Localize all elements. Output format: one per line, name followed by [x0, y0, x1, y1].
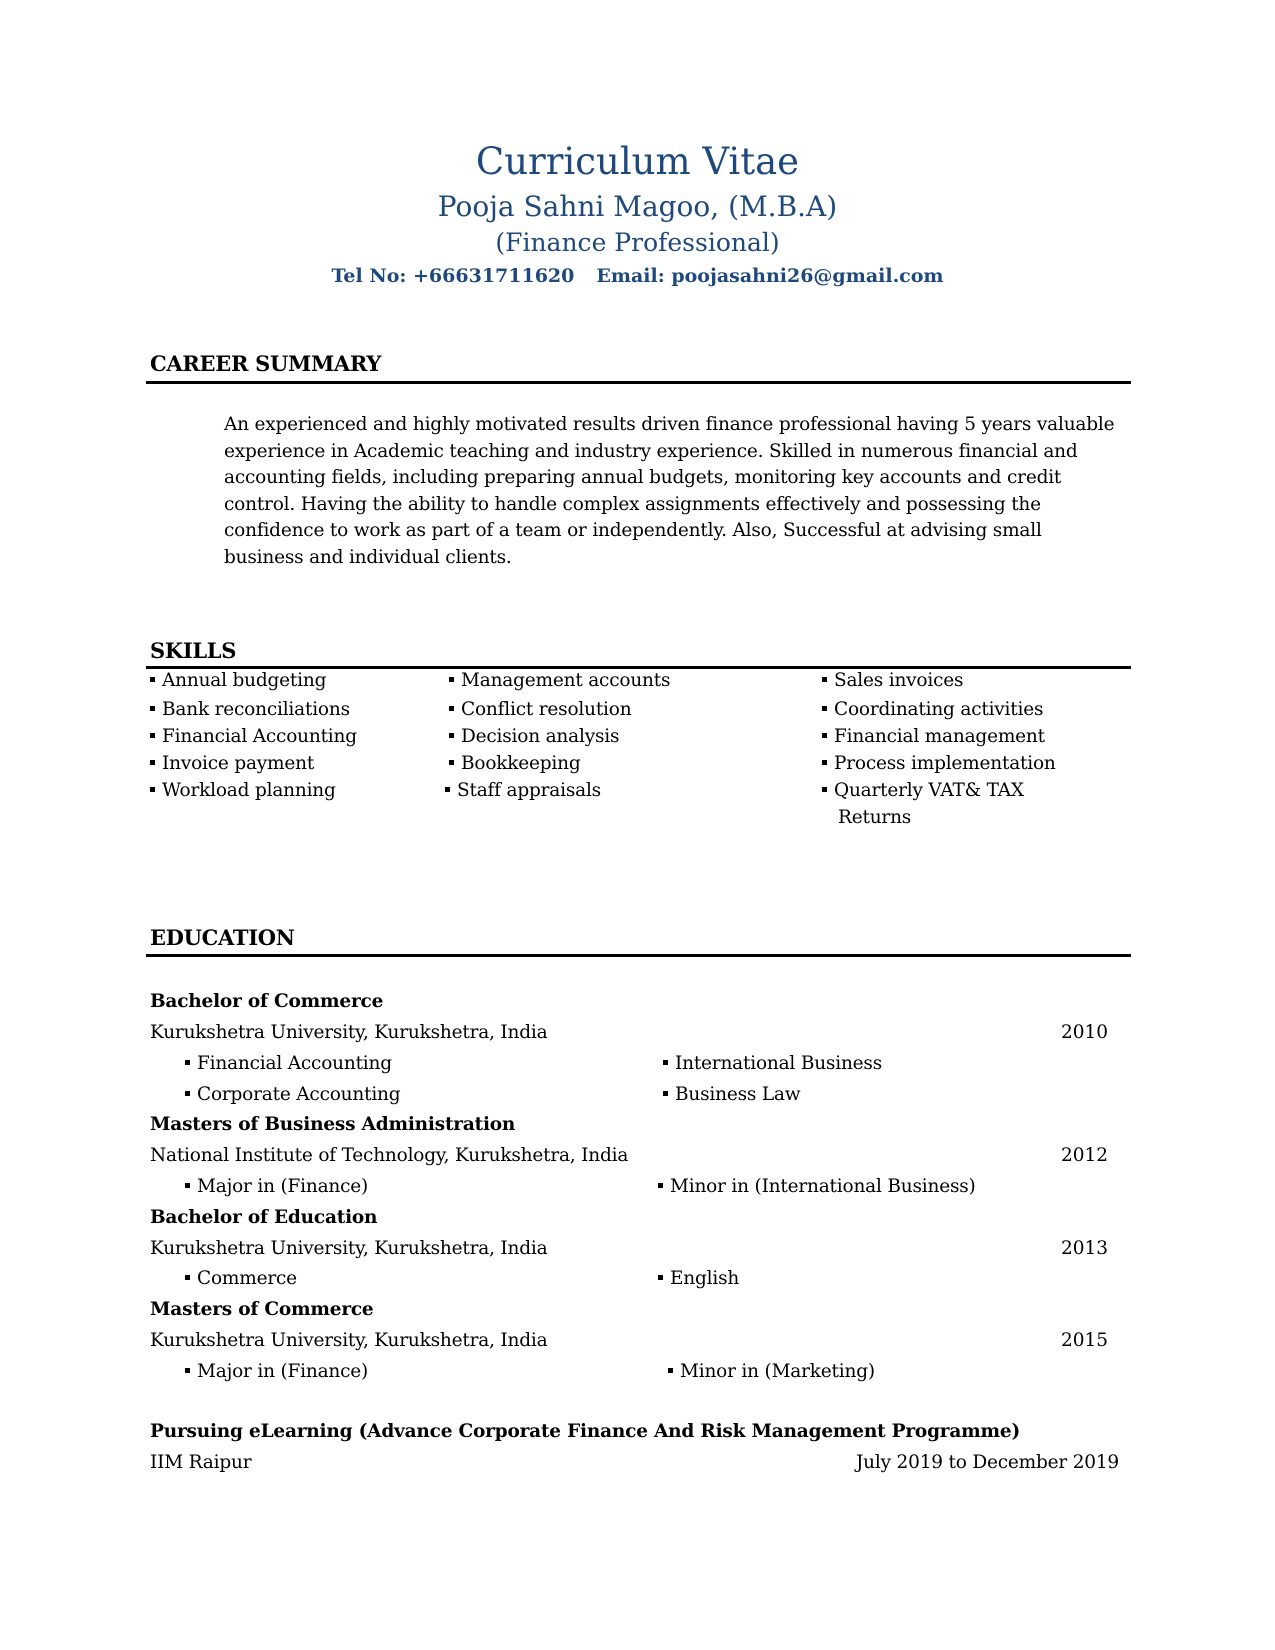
bullet-icon	[445, 787, 450, 792]
degree-title: Bachelor of Commerce	[150, 991, 384, 1012]
bullet-icon	[185, 1368, 190, 1373]
degree-title: Masters of Commerce	[150, 1299, 374, 1320]
skill-item: Process implementation	[822, 753, 1056, 774]
institution: National Institute of Technology, Kurukshetra, India	[150, 1145, 629, 1166]
skill-item: Bookkeeping	[449, 753, 581, 774]
elearning-title: Pursuing eLearning (Advance Corporate Finance And Risk Management Programme)	[150, 1421, 1021, 1442]
bullet-icon	[449, 733, 454, 738]
elearning-period: July 2019 to December 2019	[855, 1452, 1119, 1473]
skills-divider	[146, 666, 1131, 669]
graduation-year: 2013	[1061, 1238, 1109, 1259]
document-title: Curriculum Vitae	[475, 140, 800, 183]
bullet-icon	[150, 706, 155, 711]
career-summary-text: An experienced and highly motivated results driven finance professional having 5 years valuable experience in Academic teaching and industry experience. Skilled in numerous financial and accounting fields, including preparing annual budgets, monitoring key accounts and credit control. Having the ability to handle complex assignments effectively and possessing the confidence to work as part of a team or independently. Also, Successful at advising small business and individual clients.	[224, 414, 1115, 568]
subject-item: Major in (Finance)	[185, 1176, 368, 1197]
skill-item: Management accounts	[449, 670, 670, 691]
bullet-icon	[150, 677, 155, 682]
degree-title: Masters of Business Administration	[150, 1114, 516, 1135]
bullet-icon	[185, 1091, 190, 1096]
skill-item: Decision analysis	[449, 726, 619, 747]
contact-line	[0, 265, 1275, 287]
education-divider	[146, 954, 1131, 957]
skill-item: Coordinating activities	[822, 699, 1043, 720]
skill-item: Invoice payment	[150, 753, 314, 774]
bullet-icon	[449, 677, 454, 682]
bullet-icon	[150, 733, 155, 738]
phone-number: Tel No: +66631711620	[331, 265, 575, 287]
subject-item: Corporate Accounting	[185, 1084, 400, 1105]
bullet-icon	[822, 677, 827, 682]
skills-heading: SKILLS	[150, 638, 237, 663]
candidate-name: Pooja Sahni Magoo, (M.B.A)	[437, 190, 838, 223]
elearning-institution: IIM Raipur	[150, 1452, 252, 1473]
education-heading: EDUCATION	[150, 925, 295, 950]
subject-item: Commerce	[185, 1268, 297, 1289]
bullet-icon	[150, 760, 155, 765]
bullet-icon	[663, 1060, 668, 1065]
bullet-icon	[663, 1091, 668, 1096]
bullet-icon	[822, 706, 827, 711]
institution: Kurukshetra University, Kurukshetra, India	[150, 1238, 548, 1259]
bullet-icon	[658, 1183, 663, 1188]
bullet-icon	[822, 733, 827, 738]
bullet-icon	[185, 1183, 190, 1188]
career-summary-divider	[146, 381, 1131, 384]
graduation-year: 2015	[1061, 1330, 1109, 1351]
degree-title: Bachelor of Education	[150, 1207, 378, 1228]
subject-item: Business Law	[663, 1084, 800, 1105]
bullet-icon	[822, 760, 827, 765]
bullet-icon	[185, 1275, 190, 1280]
subject-item: Minor in (Marketing)	[668, 1361, 875, 1382]
bullet-icon	[185, 1060, 190, 1065]
subject-item: Minor in (International Business)	[658, 1176, 976, 1197]
bullet-icon	[449, 760, 454, 765]
skill-item: Workload planning	[150, 780, 336, 801]
career-summary-heading: CAREER SUMMARY	[150, 351, 382, 376]
bullet-icon	[822, 787, 827, 792]
subject-item: Major in (Finance)	[185, 1361, 368, 1382]
skill-item: Quarterly VAT& TAX	[822, 780, 1024, 801]
candidate-role: (Finance Professional)	[495, 228, 780, 257]
skill-item: Conflict resolution	[449, 699, 631, 720]
graduation-year: 2012	[1061, 1145, 1109, 1166]
subject-item: English	[658, 1268, 739, 1289]
skill-item: Financial Accounting	[150, 726, 357, 747]
skill-item: Sales invoices	[822, 670, 963, 691]
subject-item: International Business	[663, 1053, 882, 1074]
institution: Kurukshetra University, Kurukshetra, India	[150, 1330, 548, 1351]
bullet-icon	[658, 1275, 663, 1280]
skill-item-continuation: Returns	[838, 807, 912, 828]
graduation-year: 2010	[1061, 1022, 1109, 1043]
bullet-icon	[668, 1368, 673, 1373]
skill-item: Bank reconciliations	[150, 699, 350, 720]
bullet-icon	[449, 706, 454, 711]
bullet-icon	[150, 787, 155, 792]
skill-item: Financial management	[822, 726, 1045, 747]
email-address[interactable]: Email: poojasahni26@gmail.com	[596, 265, 944, 287]
subject-item: Financial Accounting	[185, 1053, 392, 1074]
institution: Kurukshetra University, Kurukshetra, India	[150, 1022, 548, 1043]
skill-item: Staff appraisals	[445, 780, 601, 801]
skill-item: Annual budgeting	[150, 670, 326, 691]
